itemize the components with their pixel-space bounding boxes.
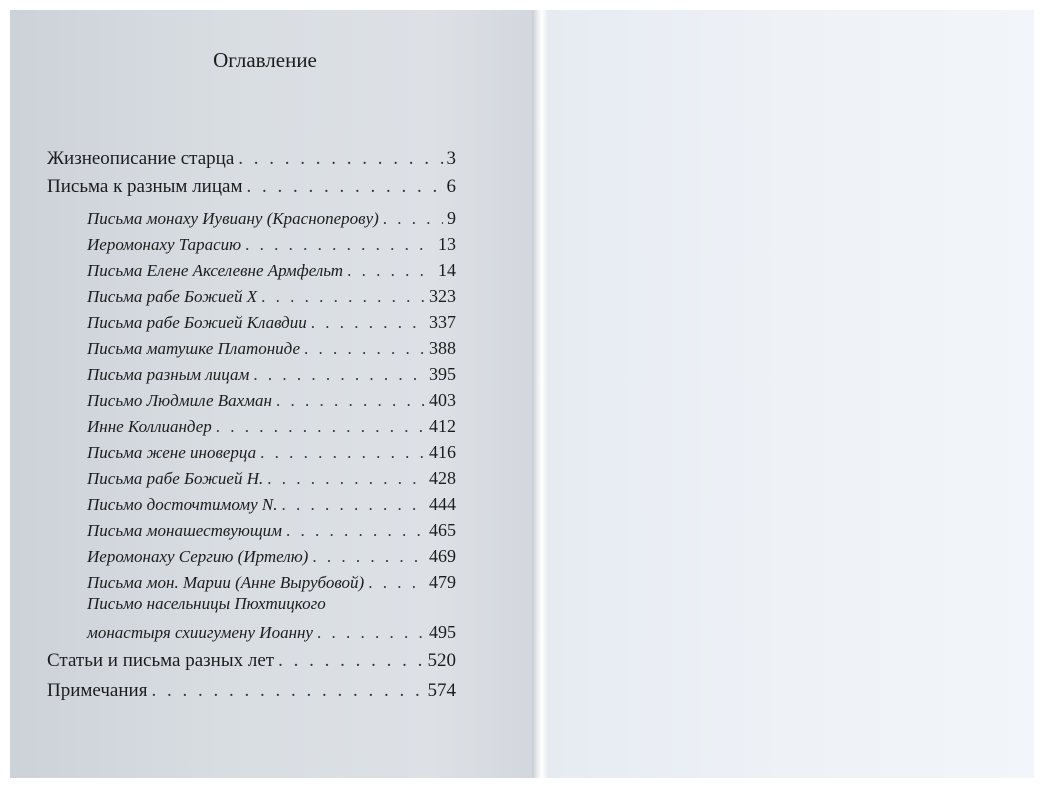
toc-entry-page: 13 [438,234,456,254]
right-page [548,10,1034,778]
dot-leader [276,391,425,411]
toc-entry-title: Письма мон. Марии (Анне Вырубовой) [87,573,365,592]
toc-entry-title: Письма матушке Платониде [87,339,301,358]
toc-entry [87,520,456,541]
toc-entry [87,572,456,593]
dot-leader [151,680,423,702]
toc-entry-page: 395 [429,364,456,384]
toc-entry-title: Письма монашествующим [87,521,283,540]
toc-entry-page: 388 [429,338,456,358]
toc-entry [87,622,456,643]
toc-entry [87,312,456,333]
toc-entry-page: 9 [447,208,456,228]
toc-entry-title: Статьи и письма разных лет [47,650,275,671]
toc-entry-title: Жизнеописание старца [47,148,235,169]
dot-leader [383,209,443,229]
toc-entry [87,208,456,229]
toc-entry [87,494,456,515]
toc-entry-title: Иеромонаху Тарасию [87,235,242,254]
dot-leader [347,261,434,281]
toc-entry-page: 465 [429,520,456,540]
dot-leader [261,287,425,307]
toc-entry-page: 469 [429,546,456,566]
toc-entry-page: 428 [429,468,456,488]
toc-entry-title: Письмо Людмиле Вахман [87,391,272,410]
dot-leader [286,521,425,541]
toc-entry [87,546,456,567]
toc-entry-title: Письма Елене Акселевне Армфельт [87,261,344,280]
toc-entry [87,364,456,385]
dot-leader [267,469,425,489]
dot-leader [246,176,442,198]
toc-entry [47,148,456,170]
dot-leader [245,235,434,255]
toc-entry-title: Иеромонаху Сергию (Иртелю) [87,547,309,566]
book-photo [10,10,1034,778]
toc-title: Оглавление [213,48,317,72]
dot-leader [253,365,425,385]
toc-entry-page: 416 [429,442,456,462]
toc-entry-page: 14 [438,260,456,280]
toc-entry [47,176,456,198]
toc-entry-title: Примечания [47,680,148,701]
toc-entry [87,260,456,281]
toc-entry-page: 479 [429,572,456,592]
toc-entry [87,416,456,437]
toc-entry-title: Письма рабе Божией Клавдии [87,313,307,332]
toc-entry-title: Письма жене иноверца [87,443,257,462]
toc-entry-first-line: Письмо насельницы Пюхтицкого [87,594,326,613]
toc-entry [87,234,456,255]
dot-leader [312,547,425,567]
toc-entry [87,338,456,359]
dot-leader [278,650,423,672]
toc-entry [87,390,456,411]
toc-entry [47,680,456,702]
toc-list [10,10,538,778]
dot-leader [238,148,442,170]
toc-entry [47,650,456,672]
toc-entry-title: Письма рабе Божией Н. [87,469,264,488]
toc-entry-page: 323 [429,286,456,306]
toc-entry-page: 412 [429,416,456,436]
dot-leader [216,417,425,437]
dot-leader [304,339,425,359]
dot-leader [260,443,425,463]
toc-entry-page: 574 [427,680,456,701]
toc-entry [87,468,456,489]
toc-entry-title: монастыря схиигумену Иоанну [87,623,313,642]
toc-entry-title: Письма к разным лицам [47,176,243,197]
toc-entry-page: 520 [427,650,456,671]
dot-leader [281,495,425,515]
dot-leader [317,623,425,643]
toc-entry-page: 403 [429,390,456,410]
left-page [10,10,538,778]
toc-entry-title: Письмо досточтимому N. [87,495,278,514]
toc-entry-page: 6 [446,176,456,197]
toc-entry-title: Письма монаху Иувиану (Красноперову) [87,209,379,228]
toc-entry [87,442,456,463]
toc-entry-title: Инне Коллиандер [87,417,212,436]
toc-entry-page: 337 [429,312,456,332]
dot-leader [311,313,425,333]
toc-entry [87,286,456,307]
toc-entry-page: 444 [429,494,456,514]
toc-entry-page: 3 [446,148,456,169]
dot-leader [368,573,425,593]
toc-entry-title: Письма рабе Божией Х [87,287,258,306]
toc-entry-title: Письма разным лицам [87,365,250,384]
toc-entry-page: 495 [429,622,456,642]
